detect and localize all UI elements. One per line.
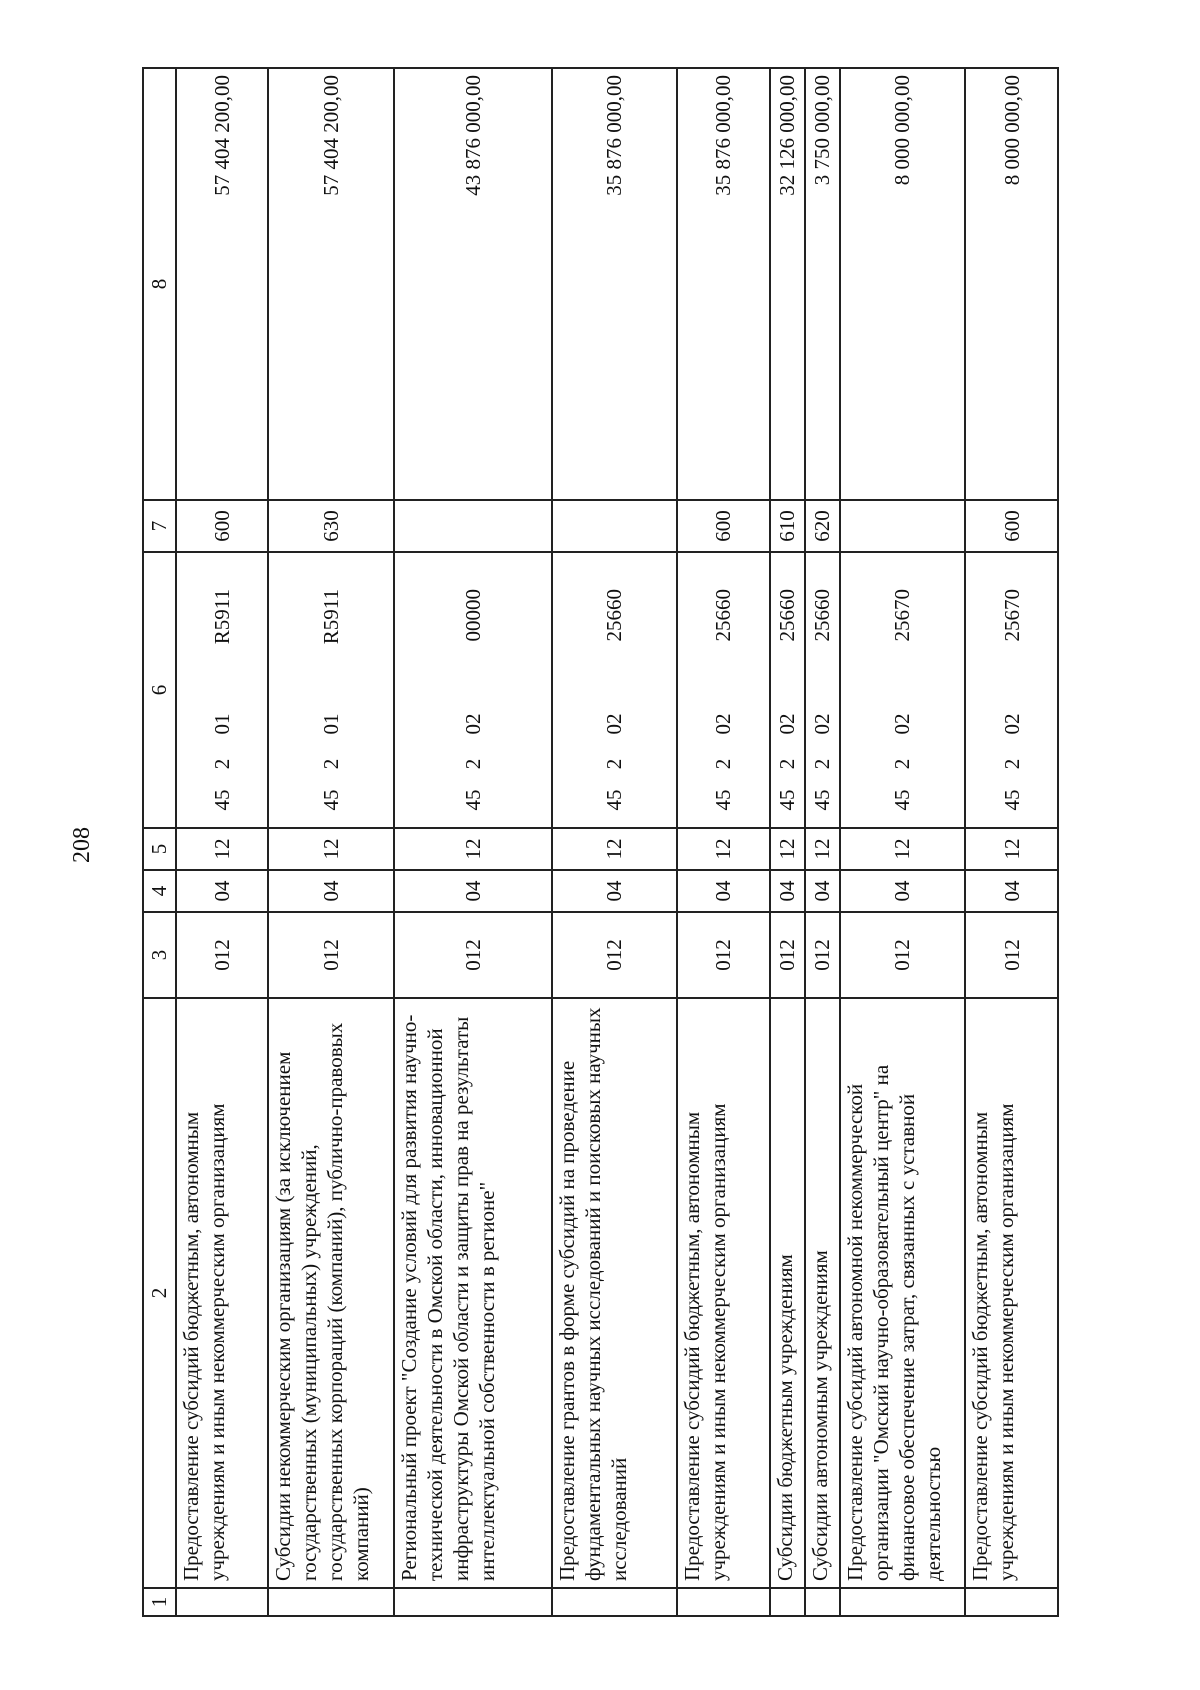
header-cell: 7 [143, 500, 176, 552]
table-row [770, 68, 805, 1616]
subsection-cell: 12 [268, 828, 393, 870]
target-article-cell [840, 552, 965, 828]
header-cell: 2 [143, 998, 176, 1588]
header-cell: 5 [143, 828, 176, 870]
expense-type-cell: 620 [805, 500, 840, 552]
target-article-part: 25660 [810, 589, 835, 642]
amount-cell: 35 876 000,00 [552, 68, 677, 500]
amount-cell: 3 750 000,00 [805, 68, 840, 500]
target-article-part: 02 [999, 713, 1024, 735]
target-article-cell [770, 552, 805, 828]
target-article-part: 00000 [460, 589, 485, 642]
target-article-part: 45 [602, 789, 627, 811]
subsection-cell: 12 [677, 828, 770, 870]
admin-code-cell: 012 [805, 912, 840, 998]
page-number: 208 [69, 827, 95, 863]
admin-code-cell: 012 [268, 912, 393, 998]
target-article-part: 2 [810, 758, 835, 770]
target-article-part: 45 [711, 789, 736, 811]
target-article-part: R5911 [319, 589, 344, 645]
target-article-part: 2 [319, 758, 344, 770]
row-number-cell [965, 1588, 1058, 1616]
subsection-cell: 12 [770, 828, 805, 870]
section-cell: 04 [770, 870, 805, 912]
row-name-cell: Предоставление субсидий бюджетным, автономным учреждениям и иным некоммерческим организациям [176, 998, 269, 1588]
target-article-cell [176, 552, 269, 828]
section-cell: 04 [552, 870, 677, 912]
subsection-cell: 12 [552, 828, 677, 870]
amount-cell: 8 000 000,00 [965, 68, 1058, 500]
subsection-cell: 12 [176, 828, 269, 870]
expense-type-cell: 610 [770, 500, 805, 552]
target-article-part: 25660 [775, 589, 800, 642]
header-cell: 1 [143, 1588, 176, 1616]
expense-type-cell: 600 [176, 500, 269, 552]
header-row [143, 68, 176, 1616]
amount-cell: 57 404 200,00 [176, 68, 269, 500]
header-cell: 6 [143, 552, 176, 828]
admin-code-cell: 012 [394, 912, 552, 998]
row-name-cell: Региональный проект "Создание условий для развития научно-технической деятельности в Омской области, инновационной инфраструктуры Омской области и защиты прав на результаты интеллектуальной собственности в регионе" [394, 998, 552, 1588]
target-article-part: 45 [810, 789, 835, 811]
target-article-part: 45 [890, 789, 915, 811]
target-article-part: 2 [890, 758, 915, 770]
target-article-part: 2 [209, 758, 234, 770]
expense-type-cell: 630 [268, 500, 393, 552]
target-article-part: 25660 [602, 589, 627, 642]
target-article-cell [268, 552, 393, 828]
target-article-part: 01 [209, 713, 234, 735]
row-name-cell: Предоставление грантов в форме субсидий на проведение фундаментальных научных исследований и поисковых научных исследований [552, 998, 677, 1588]
expense-type-cell [552, 500, 677, 552]
rotated-table-wrapper [142, 69, 1059, 1617]
target-article-part: 02 [810, 713, 835, 735]
row-number-cell [394, 1588, 552, 1616]
section-cell: 04 [965, 870, 1058, 912]
target-article-part: 2 [460, 758, 485, 770]
target-article-part: 02 [711, 713, 736, 735]
target-article-part: 25660 [711, 589, 736, 642]
header-cell: 8 [143, 68, 176, 500]
target-article-part: 02 [775, 713, 800, 735]
target-article-part: 2 [999, 758, 1024, 770]
row-name-cell: Предоставление субсидий бюджетным, автономным учреждениям и иным некоммерческим организациям [965, 998, 1058, 1588]
admin-code-cell: 012 [176, 912, 269, 998]
admin-code-cell: 012 [965, 912, 1058, 998]
row-number-cell [805, 1588, 840, 1616]
subsection-cell: 12 [805, 828, 840, 870]
target-article-part: 2 [775, 758, 800, 770]
table-row [394, 68, 552, 1616]
target-article-part: 25670 [999, 589, 1024, 642]
target-article-cell [805, 552, 840, 828]
target-article-part: 02 [890, 713, 915, 735]
amount-cell: 57 404 200,00 [268, 68, 393, 500]
row-name-cell: Субсидии некоммерческим организациям (за исключением государственных (муниципальных) учреждений, государственных корпораций (компаний), публично-правовых компаний) [268, 998, 393, 1588]
table-row [677, 68, 770, 1616]
target-article-part: 01 [319, 713, 344, 735]
section-cell: 04 [677, 870, 770, 912]
section-cell: 04 [394, 870, 552, 912]
amount-cell: 8 000 000,00 [840, 68, 965, 500]
section-cell: 04 [268, 870, 393, 912]
target-article-cell [965, 552, 1058, 828]
target-article-part: 45 [319, 789, 344, 811]
row-number-cell [677, 1588, 770, 1616]
row-number-cell [770, 1588, 805, 1616]
table-row [965, 68, 1058, 1616]
expense-type-cell: 600 [677, 500, 770, 552]
subsection-cell: 12 [840, 828, 965, 870]
target-article-part: 2 [711, 758, 736, 770]
row-number-cell [176, 1588, 269, 1616]
amount-cell: 32 126 000,00 [770, 68, 805, 500]
row-number-cell [552, 1588, 677, 1616]
row-name-cell: Предоставление субсидий автономной некоммерческой организации "Омский научно-образовательный центр" на финансовое обеспечение затрат, связанных с уставной деятельностью [840, 998, 965, 1588]
target-article-cell [552, 552, 677, 828]
table-row [176, 68, 269, 1616]
target-article-cell [394, 552, 552, 828]
table-row [268, 68, 393, 1616]
admin-code-cell: 012 [840, 912, 965, 998]
row-number-cell [268, 1588, 393, 1616]
expense-type-cell [394, 500, 552, 552]
section-cell: 04 [840, 870, 965, 912]
section-cell: 04 [805, 870, 840, 912]
row-number-cell [840, 1588, 965, 1616]
row-name-cell: Субсидии бюджетным учреждениям [770, 998, 805, 1588]
amount-cell: 43 876 000,00 [394, 68, 552, 500]
target-article-part: 02 [602, 713, 627, 735]
amount-cell: 35 876 000,00 [677, 68, 770, 500]
expense-type-cell [840, 500, 965, 552]
table-row [840, 68, 965, 1616]
target-article-part: 45 [209, 789, 234, 811]
target-article-part: 45 [999, 789, 1024, 811]
section-cell: 04 [176, 870, 269, 912]
row-name-cell: Субсидии автономным учреждениям [805, 998, 840, 1588]
row-name-cell: Предоставление субсидий бюджетным, автономным учреждениям и иным некоммерческим организациям [677, 998, 770, 1588]
target-article-part: R5911 [209, 589, 234, 645]
header-cell: 4 [143, 870, 176, 912]
target-article-cell [677, 552, 770, 828]
subsection-cell: 12 [394, 828, 552, 870]
admin-code-cell: 012 [552, 912, 677, 998]
table-row [552, 68, 677, 1616]
subsection-cell: 12 [965, 828, 1058, 870]
target-article-part: 45 [460, 789, 485, 811]
admin-code-cell: 012 [770, 912, 805, 998]
target-article-part: 2 [602, 758, 627, 770]
admin-code-cell: 012 [677, 912, 770, 998]
header-cell: 3 [143, 912, 176, 998]
table-row [805, 68, 840, 1616]
target-article-part: 02 [460, 713, 485, 735]
target-article-part: 45 [775, 789, 800, 811]
target-article-part: 25670 [890, 589, 915, 642]
budget-table [142, 67, 1059, 1617]
expense-type-cell: 600 [965, 500, 1058, 552]
